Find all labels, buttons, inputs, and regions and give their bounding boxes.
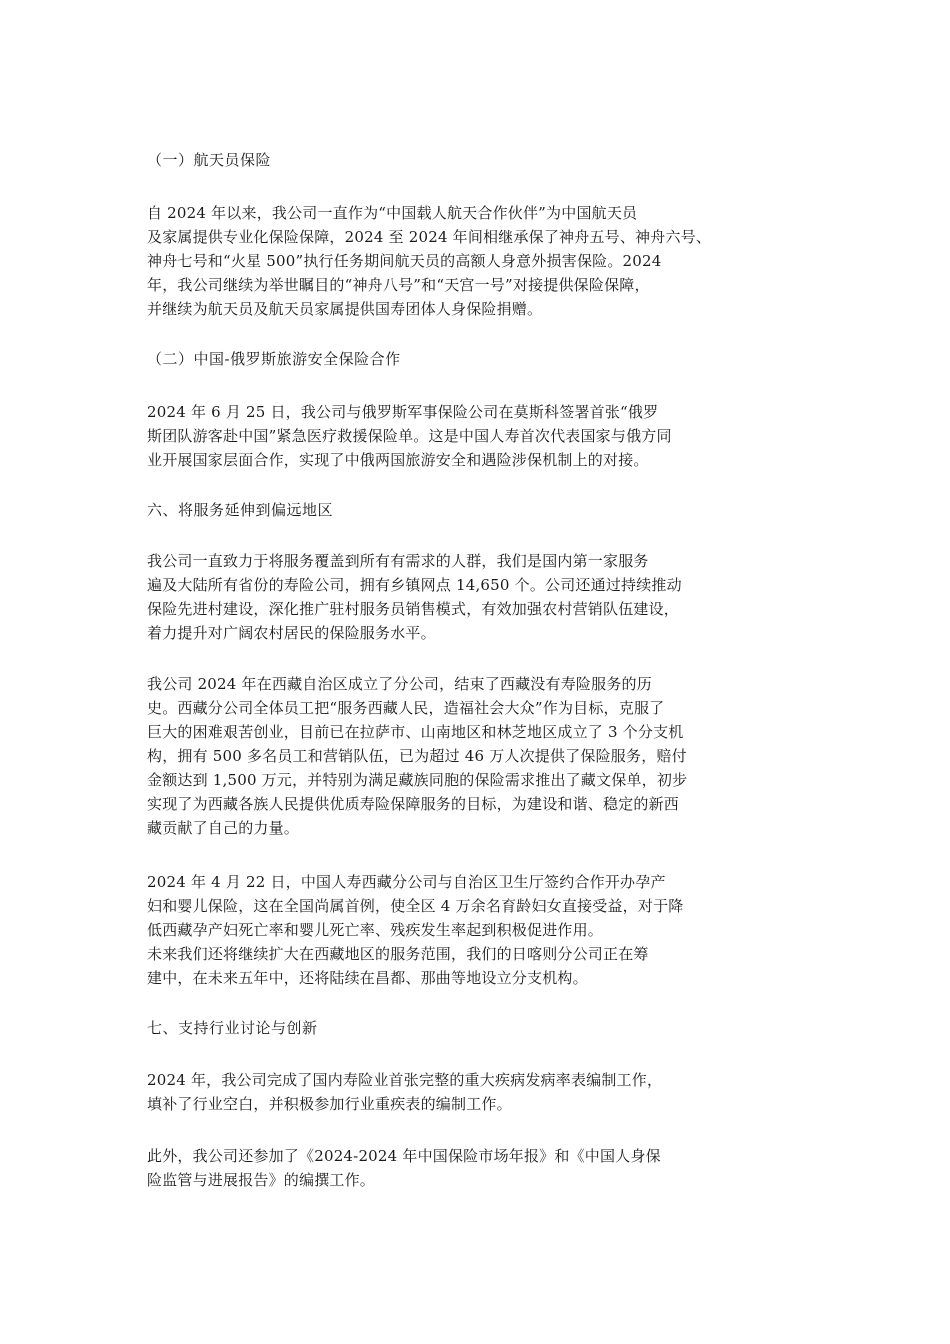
paragraph-critical-illness-table xyxy=(147,1068,747,1116)
paragraph-line: 保险先进村建设，深化推广驻村服务员销售模式，有效加强农村营销队伍建设， xyxy=(147,600,680,618)
paragraph-tibet-maternal-insurance xyxy=(147,870,747,990)
paragraph-line: 构，拥有 500 多名员工和营销队伍，已为超过 46 万人次提供了保险服务，赔付 xyxy=(147,747,687,765)
paragraph-tibet-branch xyxy=(147,672,747,840)
paragraph-line: 神舟七号和“火星 500”执行任务期间航天员的高额人身意外损害保险。2024 xyxy=(147,252,662,270)
section-heading-astronaut-insurance xyxy=(147,148,747,172)
paragraph-line: 业开展国家层面合作，实现了中俄两国旅游安全和遇险涉保机制上的对接。 xyxy=(147,451,649,469)
heading-line: 六、将服务延伸到偏远地区 xyxy=(147,501,334,519)
paragraph-line: 建中，在未来五年中，还将陆续在昌都、那曲等地设立分支机构。 xyxy=(147,969,588,987)
paragraph-line: 未来我们还将继续扩大在西藏地区的服务范围，我们的日喀则分公司正在筹 xyxy=(147,945,649,963)
paragraph-astronaut-insurance xyxy=(147,201,747,321)
paragraph-line: 着力提升对广阔农村居民的保险服务水平。 xyxy=(147,624,436,642)
heading-line: （二）中国-俄罗斯旅游安全保险合作 xyxy=(147,350,401,368)
paragraph-line: 我公司一直致力于将服务覆盖到所有有需求的人群，我们是国内第一家服务 xyxy=(147,552,649,570)
paragraph-line: 并继续为航天员及航天员家属提供国寿团体人身保险捐赠。 xyxy=(147,300,543,318)
paragraph-line: 及家属提供专业化保险保障，2024 至 2024 年间相继承保了神舟五号、神舟六号、 xyxy=(147,228,712,246)
paragraph-line: 自 2024 年以来，我公司一直作为“中国载人航天合作伙伴”为中国航天员 xyxy=(147,204,638,222)
paragraph-line: 史。西藏分公司全体员工把“服务西藏人民，造福社会大众”作为目标，克服了 xyxy=(147,699,665,717)
heading-line: （一）航天员保险 xyxy=(147,151,272,169)
paragraph-line: 藏贡献了自己的力量。 xyxy=(147,819,300,837)
paragraph-remote-service-1 xyxy=(147,549,747,645)
paragraph-line: 此外，我公司还参加了《2024-2024 年中国保险市场年报》和《中国人身保 xyxy=(147,1147,661,1165)
paragraph-line: 金额达到 1,500 万元，并特别为满足藏族同胞的保险需求推出了藏文保单，初步 xyxy=(147,771,688,789)
section-heading-russia-cooperation xyxy=(147,347,747,371)
paragraph-line: 巨大的困难艰苦创业，目前已在拉萨市、山南地区和林芝地区成立了 3 个分支机 xyxy=(147,723,684,741)
paragraph-line: 斯团队游客赴中国”紧急医疗救援保险单。这是中国人寿首次代表国家与俄方同 xyxy=(147,427,672,445)
heading-line: 七、支持行业讨论与创新 xyxy=(147,1019,318,1037)
paragraph-line: 险监管与进展报告》的编撰工作。 xyxy=(147,1171,376,1189)
paragraph-line: 实现了为西藏各族人民提供优质寿险保障服务的目标，为建设和谐、稳定的新西 xyxy=(147,795,680,813)
paragraph-line: 2024 年 4 月 22 日，中国人寿西藏分公司与自治区卫生厅签约合作开办孕产 xyxy=(147,873,666,891)
paragraph-line: 2024 年 6 月 25 日，我公司与俄罗斯军事保险公司在莫斯科签署首张“俄罗 xyxy=(147,403,659,421)
paragraph-line: 年，我公司继续为举世瞩目的“神舟八号”和“天宫一号”对接提供保险保障， xyxy=(147,276,650,294)
paragraph-line: 填补了行业空白，并积极参加行业重疾表的编制工作。 xyxy=(147,1095,512,1113)
paragraph-line: 遍及大陆所有省份的寿险公司，拥有乡镇网点 14,650 个。公司还通过持续推动 xyxy=(147,576,682,594)
paragraph-russia-cooperation xyxy=(147,400,747,472)
paragraph-line: 妇和婴儿保险，这在全国尚属首例，使全区 4 万余名育龄妇女直接受益，对于降 xyxy=(147,897,684,915)
paragraph-line: 我公司 2024 年在西藏自治区成立了分公司，结束了西藏没有寿险服务的历 xyxy=(147,675,652,693)
section-heading-industry-innovation xyxy=(147,1016,747,1040)
paragraph-line: 2024 年，我公司完成了国内寿险业首张完整的重大疾病发病率表编制工作， xyxy=(147,1071,663,1089)
paragraph-market-reports xyxy=(147,1144,747,1192)
paragraph-line: 低西藏孕产妇死亡率和婴儿死亡率、残疾发生率起到积极促进作用。 xyxy=(147,921,604,939)
section-heading-remote-service xyxy=(147,498,747,522)
